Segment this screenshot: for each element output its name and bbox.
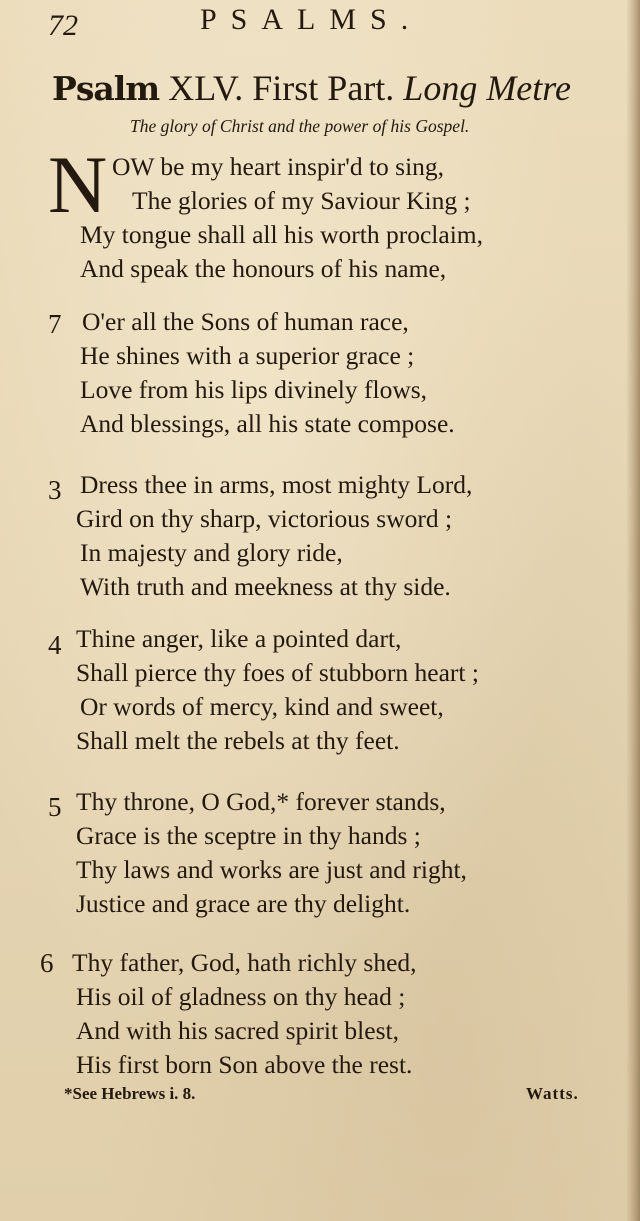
author-attribution: Watts. (526, 1084, 579, 1103)
stanza-line: In majesty and glory ride, (80, 538, 343, 567)
drop-cap: N (48, 139, 108, 230)
stanza-line: Love from his lips divinely flows, (80, 375, 428, 404)
stanza-line: Thy father, God, hath richly shed, (72, 948, 417, 977)
psalm-title-number: XLV. First Part. (168, 68, 395, 108)
stanza-number: 5 (48, 792, 62, 822)
psalm-title-metre: Long Metre (403, 68, 571, 108)
stanza-line: Thine anger, like a pointed dart, (76, 624, 402, 653)
stanza-line: And speak the honours of his name, (80, 254, 447, 283)
stanza-number: 3 (48, 475, 62, 505)
page-edge-shadow (626, 0, 640, 1221)
page-header (0, 0, 640, 50)
stanza-line: The glories of my Saviour King ; (132, 186, 471, 215)
stanza-line: Thy throne, O God,* forever stands, (76, 787, 446, 816)
stanza-number: 6 (40, 948, 54, 978)
stanza-line: My tongue shall all his worth proclaim, (80, 220, 483, 249)
stanza-line: Thy laws and works are just and right, (76, 855, 467, 884)
footnote: *See Hebrews i. 8. (64, 1084, 196, 1103)
stanza-line: His oil of gladness on thy head ; (76, 982, 406, 1011)
stanza-line: His first born Son above the rest. (76, 1050, 413, 1079)
stanza-line: Dress thee in arms, most mighty Lord, (80, 470, 473, 499)
psalm-subtitle: The glory of Christ and the power of his Gospel. (130, 116, 470, 136)
running-head: PSALMS. (200, 3, 423, 36)
stanza-line: And blessings, all his state compose. (80, 409, 455, 438)
stanza-line: And with his sacred spirit blest, (76, 1016, 399, 1045)
psalm-title (52, 66, 632, 111)
stanza-line: He shines with a superior grace ; (80, 341, 415, 370)
stanza-number: 4 (48, 630, 62, 660)
stanza-line: Or words of mercy, kind and sweet, (80, 692, 444, 721)
page-number: 72 (48, 9, 78, 42)
stanza-number: 7 (48, 309, 62, 339)
stanza-line: Grace is the sceptre in thy hands ; (76, 821, 421, 850)
stanza-line: Justice and grace are thy delight. (76, 889, 411, 918)
stanza-line: Shall pierce thy foes of stubborn heart ; (76, 658, 479, 687)
stanza-line: Shall melt the rebels at thy feet. (76, 726, 400, 755)
stanza-line: O'er all the Sons of human race, (82, 307, 409, 336)
stanza-line: OW be my heart inspir'd to sing, (112, 152, 445, 181)
psalm-title-word: Psalm (52, 69, 160, 108)
stanza-line: With truth and meekness at thy side. (80, 572, 451, 601)
stanza-line: Gird on thy sharp, victorious sword ; (76, 504, 453, 533)
